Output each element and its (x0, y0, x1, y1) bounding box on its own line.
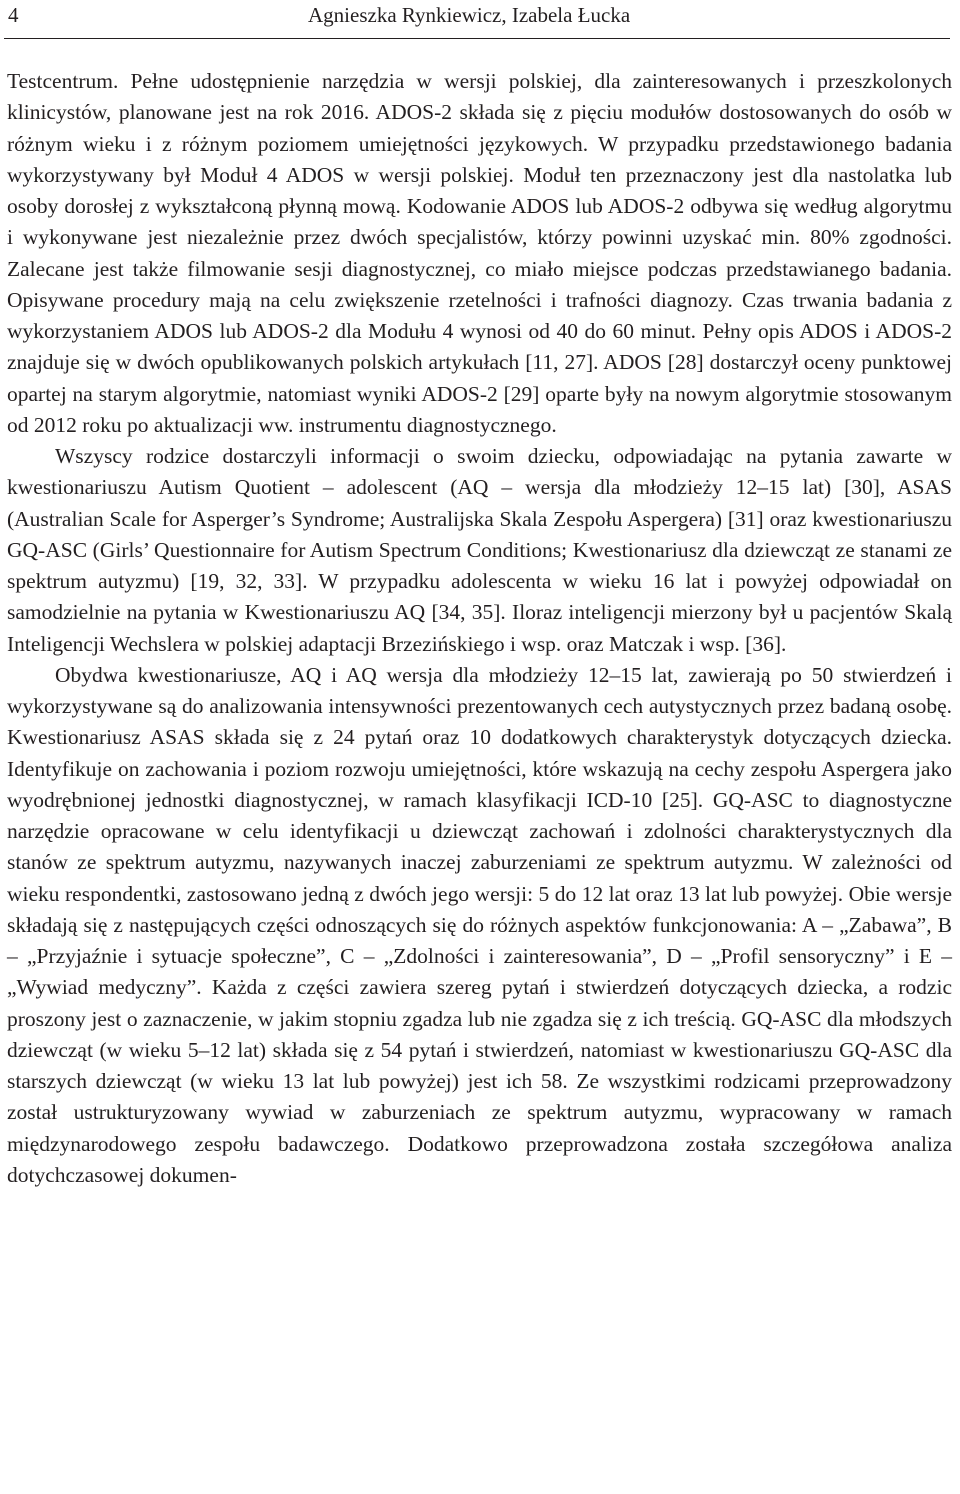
body-text (7, 66, 952, 1191)
running-header (4, 0, 950, 40)
paragraph-questionnaires: Wszyscy rodzice dostarczyli informacji o swoim dziecku, odpowiadając na pytania zawarte w kwestionariuszu Autism Quotient – adolescent (AQ – wersja dla młodzieży 12–15 lat) [30], ASAS (Australian Scale for Asperger’s Syndrome; Australijska Skala Zespołu Aspergera) [31] oraz kwestionariuszu GQ-ASC (Girls’ Questionnaire for Autism Spectrum Conditions; Kwestionariusz dla dziewcząt ze stanami ze spektrum autyzmu) [19, 32, 33]. W przypadku adolescenta w wieku 16 lat i powyżej odpowiadał on samodzielnie na pytania w Kwestionariuszu AQ [34, 35]. Iloraz inteligencji mierzony był u pacjentów Skalą Inteligencji Wechslera w polskiej adaptacji Brzezińskiego i wsp. oraz Matczak i wsp. [36]. (7, 444, 952, 656)
header-rule (4, 38, 950, 39)
header-authors: Agnieszka Rynkiewicz, Izabela Łucka (308, 3, 631, 27)
page-number: 4 (8, 3, 19, 27)
paragraph-aq-asas-gqasc: Obydwa kwestionariusze, AQ i AQ wersja dla młodzieży 12–15 lat, zawierają po 50 stwierdzeń i wykorzystywane są do analizowania intensywności prezentowanych cech autystycznych przez badaną osobę. Kwestionariusz ASAS składa się z 24 pytań oraz 10 dodatkowych charakterystyk dotyczących dziecka. Identyfikuje on zachowania i poziom rozwoju umiejętności, które wskazują na cechy zespołu Aspergera jako wyodrębnionej jednostki diagnostycznej, w ramach klasyfikacji ICD-10 [25]. GQ-ASC to diagnostyczne narzędzie opracowane w celu identyfikacji u dziewcząt zachowań i zdolności charakterystycznych dla stanów ze spektrum autyzmu, nazywanych inaczej zaburzeniami ze spektrum autyzmu. W zależności od wieku respondentki, zastosowano jedną z dwóch jego wersji: 5 do 12 lat oraz 13 lat lub powyżej. Obie wersje składają się z następujących części odnoszących się do różnych aspektów funkcjonowania: A – „Zabawa”, B – „Przyjaźnie i sytuacje społeczne”, C – „Zdolności i zainteresowania”, D – „Profil sensoryczny” i E – „Wywiad medyczny”. Każda z części zawiera szereg pytań i stwierdzeń dotyczących dziecka, a rodzic proszony jest o zaznaczenie, w jakim stopniu zgadza lub nie zgadza się z ich treścią. GQ-ASC dla młodszych dziewcząt (w wieku 5–12 lat) składa się z 54 pytań i stwierdzeń, natomiast w kwestionariuszu GQ-ASC dla starszych dziewcząt (w wieku 13 lat lub powyżej) jest ich 58. Ze wszystkimi rodzicami przeprowadzony został ustrukturyzowany wywiad w zaburzeniach ze spektrum autyzmu, wypracowany w ramach międzynarodowego zespołu badawczego. Dodatkowo przeprowadzona została szczegółowa analiza dotychczasowej dokumen- (7, 662, 952, 1187)
paragraph-ados-description: Testcentrum. Pełne udostępnienie narzędzia w wersji polskiej, dla zainteresowanych i przeszkolonych klinicystów, planowane jest na rok 2016. ADOS-2 składa się z pięciu modułów dostosowanych do osób w różnym wieku i z różnym poziomem umiejętności językowych. W przypadku przedstawionego badania wykorzystywany był Moduł 4 ADOS w wersji polskiej. Moduł ten przeznaczony jest dla nastolatka lub osoby dorosłej z wykształconą płynną mową. Kodowanie ADOS lub ADOS-2 odbywa się według algorytmu i wykonywane jest niezależnie przez dwóch specjalistów, którzy powinni uzyskać min. 80% zgodności. Zalecane jest także filmowanie sesji diagnostycznej, co miało miejsce podczas przedstawianego badania. Opisywane procedury mają na celu zwiększenie rzetelności i trafności diagnozy. Czas trwania badania z wykorzystaniem ADOS lub ADOS-2 dla Modułu 4 wynosi od 40 do 60 minut. Pełny opis ADOS i ADOS-2 znajduje się w dwóch opublikowanych polskich artykułach [11, 27]. ADOS [28] dostarczył oceny punktowej opartej na starym algorytmie, natomiast wyniki ADOS-2 [29] oparte były na nowym algorytmie stosowanym od 2012 roku po aktualizacji ww. instrumentu diagnostycznego. (7, 69, 952, 437)
